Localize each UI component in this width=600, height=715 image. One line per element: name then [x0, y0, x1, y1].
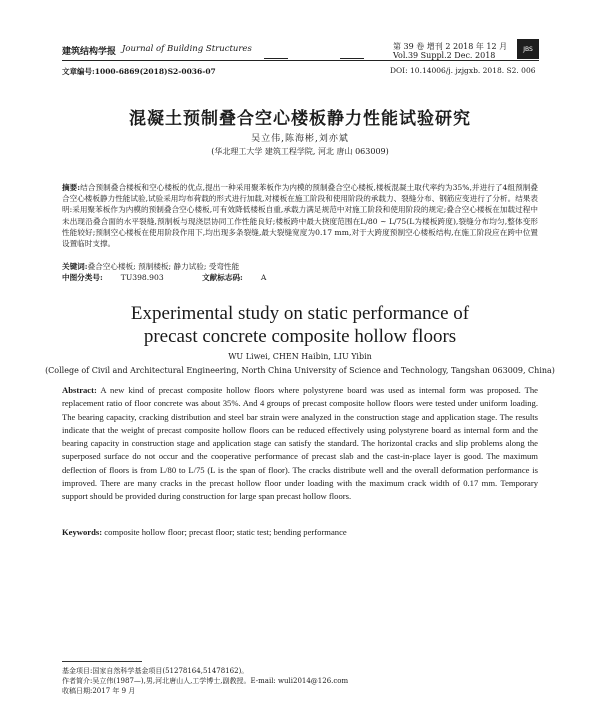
volume-issue-cn: 第 39 卷 增刊 2 2018 年 12 月 [393, 42, 508, 51]
volume-issue-en: Vol.39 Suppl.2 Dec. 2018 [393, 51, 496, 60]
doc-code: A [260, 273, 267, 282]
keywords-cn-label: 关键词: [62, 262, 88, 271]
keywords-en-label: Keywords: [62, 527, 103, 537]
authors-en: WU Liwei, CHEN Haibin, LIU Yibin [228, 352, 372, 361]
journal-name-en: Journal of Building Structures [122, 44, 252, 54]
abstract-cn-label: 摘要: [62, 183, 81, 192]
clc-label: 中图分类号: [62, 273, 103, 282]
paper-title-en-line1: Experimental study on static performance of [130, 303, 470, 324]
affiliation-en: (College of Civil and Architectural Engineering, North China University of Science and Technology, Tangshan 063009, China) [45, 366, 555, 375]
keywords-cn-text: 叠合空心楼板; 预制楼板; 静力试验; 受弯性能 [87, 262, 240, 271]
keywords-en [62, 527, 538, 537]
journal-name-cn: 建筑结构学报 [62, 47, 117, 57]
abstract-en-label: Abstract: [62, 385, 97, 395]
footnote-received-date: 收稿日期:2017 年 9 月 [62, 687, 136, 695]
classification-cn [62, 272, 302, 283]
article-number: 文章编号:1000-6869(2018)S2-0036-07 [62, 67, 216, 76]
footnote-author-bio: 作者简介:吴立伟(1987—),男,河北唐山人,工学博士,副教授。E-mail: wuli2014@126.com [62, 677, 349, 685]
footnote-rule [62, 661, 142, 662]
abstract-cn-text: 结合预制叠合楼板和空心楼板的优点,提出一种采用聚苯板作为内模的预制叠合空心楼板,楼板混凝土取代率约为35%,并进行了4组预制叠合空心楼板静力性能试验,试验采用均布荷载的形式进行加载,对楼板在施工阶段和使用阶段的承载力、裂缝分布、钢筋应变进行了分析。结果表明:采用聚苯板作为内模的预制叠合空心楼板,可有效降低楼板自重,承载力满足规范中对施工阶段和使用阶段的规定;叠合空心楼板在加载过程中未出现沿叠合面的水平裂缝,预制板与现浇层协同工作性能良好;楼板跨中最大挠度范围在L/80 ~ L/75(L为楼板跨度),裂缝分布均匀,整体变形性能较好;预制空心楼板在使用阶段作用下,均出现多条裂缝,最大裂缝宽度为0.17 mm,对于大跨度预制空心楼板结构,在施工阶段应在跨中位置设置临时支撑。 [62, 183, 538, 249]
doi[interactable]: DOI: 10.14006/j. jzjgxb. 2018. S2. 006 [390, 66, 536, 75]
authors-cn: 吴立伟,陈海彬,刘亦斌 [251, 134, 349, 144]
paper-title-en-line2: precast concrete composite hollow floors [143, 326, 457, 347]
paper-title-cn: 混凝土预制叠合空心楼板静力性能试验研究 [129, 109, 471, 129]
affiliation-cn: (华北理工大学 建筑工程学院, 河北 唐山 063009) [211, 147, 389, 156]
header-rule [62, 60, 539, 61]
clc-code: TU398.903 [120, 273, 164, 282]
abstract-cn [62, 182, 538, 249]
header-divider-dash [340, 58, 364, 59]
footnote-funding: 基金项目:国家自然科学基金项目(51278164,51478162)。 [62, 667, 249, 675]
doc-code-label: 文献标志码: [202, 273, 243, 282]
abstract-en-text: A new kind of precast composite hollow floors where polystyrene board was used as internal form was proposed. The replacement ratio of floor concrete was about 35%. And 4 groups of precast composite hollow floors were tested under uniform loading. The bearing capacity, cracking distribution and steel bar strain were analyzed in the construction stage and application stage. The results indicate that the weight of precast composite hollow floors can be reduced effectively using polystyrene board as internal form and the bearing capacity in construction stage and application stage can satisfy the standard. The horizontal cracks and slip problems along the superposed surface do not occur and the cooperative performance of precast slab and the cast-in-place layer is good. The maximum deflection of floors is from L/80 to L/75 (L is the span of floor). The cracks distribute well and the overall deformation performance is improved. There are many cracks in the precast hollow floor under loading with the maximum crack width of 0.17 mm. Temporary support should be provided during construction for large span precast hollow floors. [62, 385, 538, 502]
header-divider-dash [264, 58, 288, 59]
journal-logo: JBS [517, 39, 539, 59]
keywords-cn [62, 261, 538, 272]
abstract-en [62, 384, 538, 504]
keywords-en-text: composite hollow floor; precast floor; static test; bending performance [104, 527, 347, 537]
paper-title-en [0, 302, 600, 348]
